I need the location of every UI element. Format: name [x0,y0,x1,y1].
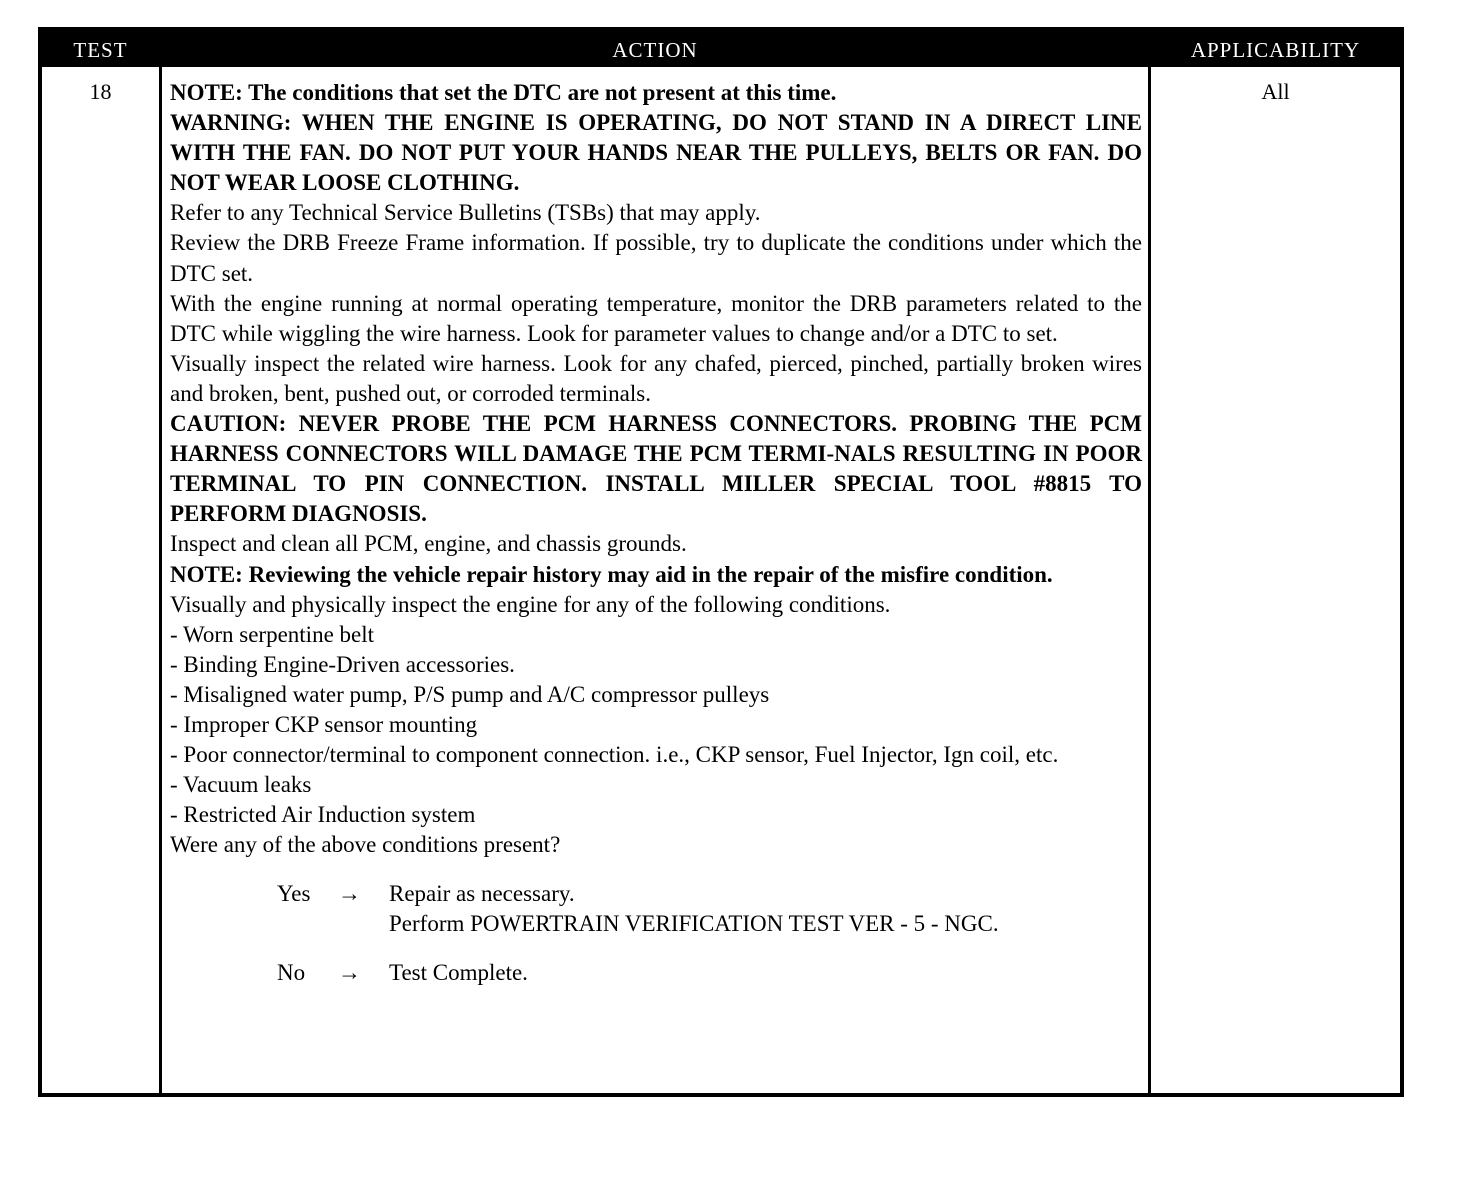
yes-label: Yes [277,881,311,907]
question-line: Were any of the above conditions present? [170,832,561,858]
warning-paragraph: WARNING: WHEN THE ENGINE IS OPERATING, DO NOT STAND IN A DIRECT LINE WITH THE FAN. DO NOT PUT YOUR HANDS NEAR THE PULLEYS, BELTS OR FAN. DO NOT WEAR LOOSE CLOTHING. [170,110,1142,196]
note-paragraph: NOTE: Reviewing the vehicle repair history may aid in the repair of the misfire condition. [170,561,1053,587]
no-response [170,958,1142,988]
action-step: Visually and physically inspect the engine for any of the following conditions. [170,591,891,617]
action-step: Review the DRB Freeze Frame information. If possible, try to duplicate the conditions under which the DTC set. [170,230,1142,286]
header-action: ACTION [612,38,698,62]
condition-item: - Vacuum leaks [170,772,312,798]
no-action: Test Complete. [389,960,528,986]
action-cell [170,78,1142,988]
condition-item: - Improper CKP sensor mounting [170,711,478,737]
action-step: Inspect and clean all PCM, engine, and chassis grounds. [170,531,687,557]
yes-action: Repair as necessary. [389,881,575,907]
condition-item: - Misaligned water pump, P/S pump and A/C compressor pulleys [170,681,770,707]
test-number: 18 [89,79,112,104]
no-label: No [277,960,306,986]
yes-action-next: Perform POWERTRAIN VERIFICATION TEST VER - 5 - NGC. [389,911,999,937]
column-divider [159,67,162,1097]
condition-item: - Worn serpentine belt [170,621,375,647]
action-step: With the engine running at normal operating temperature, monitor the DRB parameters related to the DTC while wiggling the wire harness. Look for parameter values to change and/or a DTC to set. [170,290,1142,346]
arrow-right-icon: → [338,960,361,986]
condition-item: - Binding Engine-Driven accessories. [170,651,515,677]
caution-paragraph: CAUTION: NEVER PROBE THE PCM HARNESS CONNECTORS. PROBING THE PCM HARNESS CONNECTORS WILL DAMAGE THE PCM TERMI-NALS RESULTING IN POOR TERMINAL TO PIN CONNECTION. INSTALL MILLER SPECIAL TOOL #8815 TO PERFORM DIAGNOSIS. [170,411,1142,527]
header-applicability: APPLICABILITY [1190,38,1361,62]
yes-response [170,879,1142,909]
applicability-value: All [1261,79,1290,104]
table-header [42,31,1400,67]
condition-item: - Poor connector/terminal to component connection. i.e., CKP sensor, Fuel Injector, Ign coil, etc. [170,742,1059,768]
yes-response-continued [170,909,1142,939]
action-step: Refer to any Technical Service Bulletins (TSBs) that may apply. [170,200,761,226]
diagnostic-table [38,27,1404,1097]
arrow-right-icon: → [338,881,361,907]
header-test: TEST [73,38,128,62]
condition-item: - Restricted Air Induction system [170,802,476,828]
column-divider [1148,67,1151,1097]
action-step: Visually inspect the related wire harness. Look for any chafed, pierced, pinched, partially broken wires and broken, bent, pushed out, or corroded terminals. [170,350,1142,406]
note-line: NOTE: The conditions that set the DTC are not present at this time. [170,80,837,105]
